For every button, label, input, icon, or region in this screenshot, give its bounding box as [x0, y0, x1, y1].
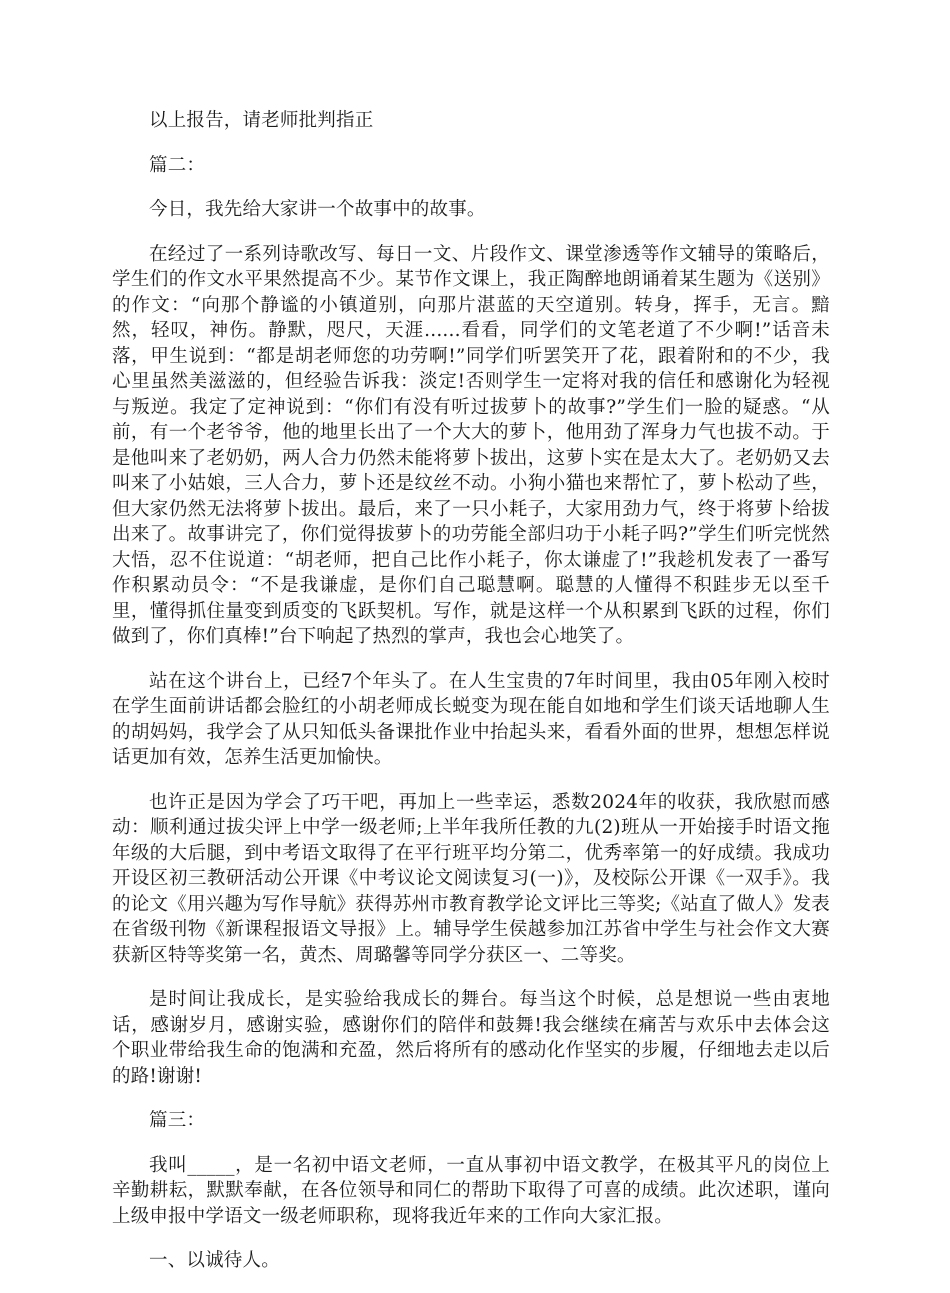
subheading-sincerity: 一、以诚待人。 — [149, 1250, 280, 1271]
paragraph-story: 在经过了一系列诗歌改写、每日一文、片段作文、课堂渗透等作文辅导的策略后，学生们的作文水平果然提高不少。某节作文课上，我正陶醉地朗诵着某生题为《送别》的作文：“向那个静谧的小镇道别，向那片湛蓝的天空道别。转身，挥手，无言。黯然，轻叹，神伤。静默，咫尺，天涯......看看，同学们的文笔老道了不少啊!”话音未落，甲生说到：“都是胡老师您的功劳啊!”同学们听罢笑开了花，跟着附和的不少，我心里虽然美滋滋的，但经验告诉我：淡定!否则学生一定将对我的信任和感谢化为轻视与叛逆。我定了定神说到：“你们有没有听过拔萝卜的故事?”学生们一脸的疑惑。“从前，有一个老爷爷，他的地里长出了一个大大的萝卜，他用劲了浑身力气也拔不动。于是他叫来了老奶奶，两人合力仍然未能将萝卜拔出，这萝卜实在是太大了。老奶奶又去叫来了小姑娘，三人合力，萝卜还是纹丝不动。小狗小猫也来帮忙了，萝卜松动了些，但大家仍然无法将萝卜拔出。最后，来了一只小耗子，大家用劲力气，终于将萝卜给拔出来了。故事讲完了，你们觉得拔萝卜的功劳能全部归功于小耗子吗?”学生们听完恍然大悟，忍不住说道：“胡老师，把自己比作小耗子，你太谦虚了!”我趁机发表了一番写作积累动员令：“不是我谦虚，是你们自己聪慧啊。聪慧的人懂得不积跬步无以至千里，懂得抓住量变到质变的飞跃契机。写作，就是这样一个从积累到飞跃的过程，你们做到了，你们真棒!”台下响起了热烈的掌声，我也会心地笑了。 — [112, 243, 830, 647]
closing-line: 以上报告，请老师批判指正 — [149, 110, 374, 131]
paragraph-thanks: 是时间让我成长，是实验给我成长的舞台。每当这个时候，总是想说一些由衷地话，感谢岁月，感谢实验，感谢你们的陪伴和鼓舞!我会继续在痛苦与欢乐中去体会这个职业带给我生命的饱满和充盈，然后将所有的感动化作坚实的步履，仔细地去走以后的路!谢谢! — [112, 989, 830, 1087]
section-heading-2: 篇二： — [149, 154, 206, 176]
paragraph-intro: 今日，我先给大家讲一个故事中的故事。 — [149, 199, 486, 220]
paragraph-achievements: 也许正是因为学会了巧干吧，再加上一些幸运，悉数2024年的收获，我欣慰而感动：顺利通过拔尖评上中学一级老师;上半年我所任教的九(2)班从一开始接手时语文拖年级的大后腿，到中考语文取得了在平行班平均分第二，优秀率第一的好成绩。我成功开设区初三教研活动公开课《中考议论文阅读复习(一)》，及校际公开课《一双手》。我的论文《用兴趣为写作导航》获得苏州市教育教学论文评比三等奖;《站直了做人》发表在省级刊物《新课程报语文导报》上。辅导学生侯越参加江苏省中学生与社会作文大赛获新区特等奖第一名，黄杰、周璐馨等同学分获区一、二等奖。 — [112, 791, 830, 966]
paragraph-self-intro: 我叫_____，是一名初中语文老师，一直从事初中语文教学，在极其平凡的岗位上辛勤耕耘，默默奉献，在各位领导和同仁的帮助下取得了可喜的成绩。此次述职，谨向上级申报中学语文一级老师职称，现将我近年来的工作向大家汇报。 — [112, 1154, 830, 1227]
paragraph-seven-years: 站在这个讲台上，已经7个年头了。在人生宝贵的7年时间里，我由05年刚入校时在学生面前讲话都会脸红的小胡老师成长蜕变为现在能自如地和学生们谈天话地聊人生的胡妈妈，我学会了从只知低头备课批作业中抬起头来，看看外面的世界，想想怎样说话更加有效，怎养生活更加愉快。 — [112, 670, 830, 768]
section-heading-3: 篇三： — [149, 1110, 206, 1131]
document-body — [112, 108, 830, 1293]
